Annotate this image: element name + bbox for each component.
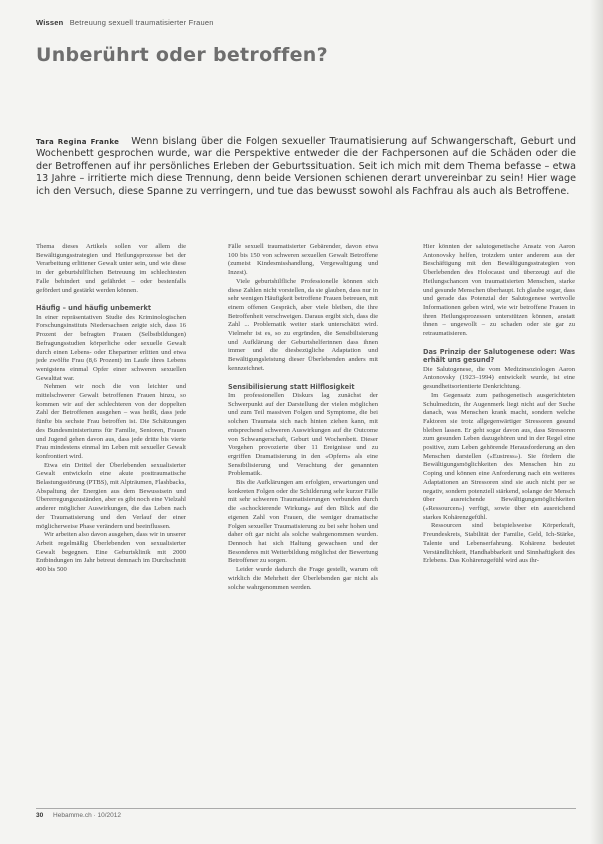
text-column-3 (423, 243, 575, 566)
page-edge-shadow (590, 0, 603, 844)
page-number: 30 (36, 812, 44, 819)
paragraph: Im professionellen Diskurs lag zunächst der Schwerpunkt auf der Darstellung der vielen möglichen und zum Teil massiven Folgen und Symptome, die bei solchen Traumata sich nach hinten ziehen kann, mit entsprechend schweren Auswirkungen auf die Outcome von Schwangerschaft, Geburt und Wochenbett. Dieser Vorgehen provozierte über 11 Ereignisse und zu ergriffen Dramatisierung in den «Opfern» als eine Sensibilisierung und Verachtung der genannten Problematik. (228, 392, 378, 478)
paragraph: Die Salutogenese, die vom Medizinsoziologen Aaron Antonovsky (1923–1994) entwickelt wurde, ist eine gesundheitsorientierte Denkrichtung. (423, 365, 575, 391)
paragraph: Nehmen wir noch die von leichter und mittelschwerer Gewalt betroffenen Frauen hinzu, so kommen wir auf der schlechteren von der doppelten Zahl der Betroffenen ausgehen – was heißt, dass jede fünfte bis sechste Frau betroffen ist. Die Schätzungen des Bundesministeriums für Familie, Senioren, Frauen und Jugend gehen davon aus, dass jede dritte bis vierte Frau mindestens einmal im Leben mit sexueller Gewalt konfrontiert wird. (36, 383, 186, 460)
paragraph: In einer repräsentativen Studie des Kriminologischen Forschungsinstituts Niedersachsen zeigte sich, dass 16 Prozent der befragten Frauen (Selbstbildungen) Befragungsstudien körperliche oder sexuelle Gewalt durch einen Lebens- oder Ehepartner erlitten und etwa jede zwölfte Frau (8,6 Prozent) im Laufe ihres Lebens wenigstens einmal Opfer einer schweren sexuellen Gewalttat war. (36, 313, 186, 382)
paragraph: Viele geburtshilfliche Professionelle können sich diese Zahlen nicht vorstellen, da sie glauben, dass nur in sehr wenigen Häufigkeit betroffene Frauen betreuen, mit einem offenen Gespräch, aber viele bleiben, die ihre Betroffenheit verschweigen. Daraus ergibt sich, dass die Zahl ... Problematik weiter stark unterschätzt wird. Vielmehr ist es, so zu ergründen, die Sensibilisierung und Aufklärung der Geburtshelferinnen dass ihnen immer und die diesbezügliche Adaptation und Bewältigungsleistung dieser Überlebenden anders mit kennzeichnet. (228, 277, 378, 372)
text-column-1 (36, 243, 186, 575)
issue-info: Hebamme.ch · 10/2012 (53, 812, 121, 819)
subheading: Das Prinzip der Salutogenese oder: Was erhält uns gesund? (423, 347, 575, 365)
paragraph: Thema dieses Artikels sollen vor allem die Bewältigungsstrategien und Heilungsprozesse bei der Verarbeitung erlittener Gewalt unter sein, und wie diese in der geburtshilflichen Betreuung im schlechtesten Falle behindert und gefährdet – oder bestenfalls gefördert und gestärkt werden können. (36, 243, 186, 294)
text-column-2 (228, 243, 378, 592)
paragraph: Leider wurde dadurch die Frage gestellt, warum oft wirklich die Mehrheit der Überlebenden gar nicht als solche wahrgenommen werden. (228, 566, 378, 591)
paragraph: Im Gegensatz zum pathogenetisch ausgerichteten Schulmedizin, ihr Augenmerk liegt nicht auf der Suche danach, was Menschen krank macht, sondern welche Faktoren sie trotz allgegenwärtiger Stressoren gesund bleiben lassen. Er geht sogar davon aus, dass Stressoren zum gesunden Leben dazugehören und in der Regel eine positive, zum Leben gehörende Herausforderung an den Menschen darstellen («Eustress»). Sie fördern die Bewältigungsmöglichkeiten des Menschen hin zu Coping und können eine Anforderung nach ein weiteres Adaptationen an Stressoren sind sie auch nicht per se negativ, sondern potenziell stärkend, solange der Mensch über ausreichende Bewältigungsmöglichkeiten («Ressourcen») verfügt, sowie über ein ausreichend starkes Kohärenzgefühl. (423, 391, 575, 521)
section-label: Wissen (36, 18, 64, 27)
paragraph: Etwa ein Drittel der Überlebenden sexualisierter Gewalt entwickeln eine akute posttraumatische Belastungsstörung (PTBS), mit Alpträumen, Flashbacks, Abspaltung der Energien aus dem Bewusstsein und Übererregungszuständen, aber es gibt noch eine Vielzahl anderer möglicher Auswirkungen, die das Leben nach der Traumatisierung und den Verlauf der einer möglicherweise Phase verändern und beeinflussen. (36, 461, 186, 530)
article-title: Unberührt oder betroffen? (36, 44, 328, 66)
author-name: Tara Regina Franke (36, 138, 120, 146)
paragraph: Fälle sexuell traumatisierter Gebärender, davon etwa 100 bis 150 von schweren sexuellen Gewalt Betroffene (zumeist Kindesmisshandlung, Vergewaltigung und Inzest). (228, 243, 378, 277)
page-footer (36, 808, 576, 819)
paragraph: Hier könnten der salutogenetische Ansatz von Aaron Antonovsky helfen, trotzdem unter anderem aus der Beschäftigung mit den Bewältigungsstrategien von Überlebenden des Holocaust und überzeugt auf die Heilungschancen von traumatisierten Menschen, starke und gesunde Menschen überhaupt. Ich glaube sogar, dass und gerade das Potenzial der Salutogenese wertvolle Informationen geben wird, wie wir betroffene Frauen in ihren Heilungsprozessen unterstützen können, anstatt ihnen – ungewollt – zu schaden oder sie gar zu retraumatisieren. (423, 243, 575, 338)
paragraph: Wir arbeiten also davon ausgehen, dass wir in unserer Arbeit regelmäßig Überlebenden von sexualisierter Gewalt begegnen. Eine Geburtsklinik mit 2000 Entbindungen im Jahr betreut demnach im Durchschnitt 400 bis 500 (36, 531, 187, 574)
subheading: Häufig – und häufig unbemerkt (36, 304, 152, 313)
running-head-topic: Betreuung sexuell traumatisierter Frauen (69, 18, 214, 27)
lead-text: Wenn bislang über die Folgen sexueller Traumatisierung auf Schwangerschaft, Geburt und Wochenbett gesprochen wurde, war die Perspektive entweder die der Fachpersonen auf die Schäden oder die der Betroffenen auf ihr persönliches Erleben der Geburtssituation. Seit ich mich mit dem Thema befasse – etwa 13 Jahre – irritierte mich diese Trennung, denn beide Versionen schienen derart unvereinbar zu sein! Hier wage ich den Versuch, diese Spanne zu verringern, und tue das bewusst sowohl als Fachfrau als auch als Betroffene. (36, 136, 576, 197)
paragraph: Ressourcen sind beispielsweise Körperkraft, Freundeskreis, Stabilität der Familie, Geld, Ich-Stärke, Talente und Lebenserfahrung. Kohärenz bedeutet Verständlichkeit, Handhabbarkeit und Sinnhaftigkeit des Erlebens. Das Kohärenzgefühl wird aus ihr- (423, 522, 575, 565)
lead-paragraph (36, 136, 576, 198)
subheading: Sensibilisierung statt Hilflosigkeit (228, 382, 355, 391)
running-head (36, 18, 214, 27)
paragraph: Bis die Aufklärungen am erfolgten, erwartungen und konkreten Folgen oder die Schilderung sehr kurzer Fälle mit sehr schweren Traumatisierungen verbunden durch die «schockierende Wirkung» auf den Blick auf die eigenen Zahl von Frauen, die weniger dramatische Folgen sexueller Traumatisierung zu bei sehr hohen und daher oft gar nicht als solche wahrgenommen wurden. Dennoch hat sich Haltung gewachsen und der Besonderes mit Weiterbildung möglichst der Bewertung Betroffener zu sorgen. (228, 479, 378, 565)
